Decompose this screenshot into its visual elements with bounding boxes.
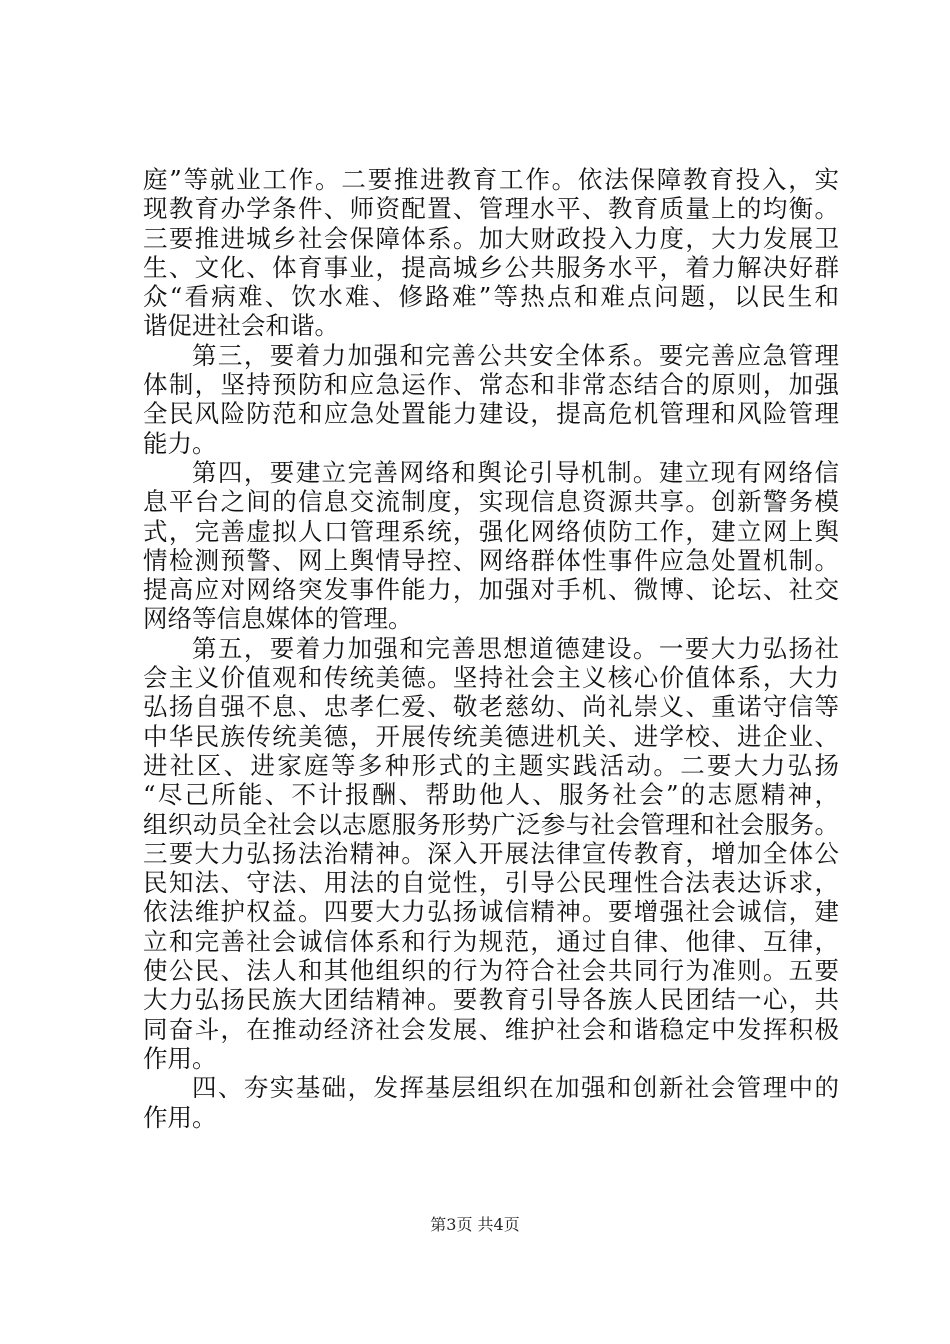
document-body bbox=[143, 165, 839, 1132]
text-line: 第五，要着力加强和完善思想道德建设。一要大力弘扬社 bbox=[192, 633, 839, 663]
text-line: 组织动员全社会以志愿服务形势广泛参与社会管理和社会服务。 bbox=[143, 809, 839, 839]
text-line: 式，完善虚拟人口管理系统，强化网络侦防工作，建立网上舆 bbox=[143, 516, 839, 546]
text-line: 第四，要建立完善网络和舆论引导机制。建立现有网络信 bbox=[192, 457, 839, 487]
text-line: 会主义价值观和传统美德。坚持社会主义核心价值体系，大力 bbox=[143, 663, 839, 693]
text-line: 情检测预警、网上舆情导控、网络群体性事件应急处置机制。 bbox=[143, 545, 839, 575]
text-line: 民知法、守法、用法的自觉性，引导公民理性合法表达诉求， bbox=[143, 868, 839, 898]
page-footer: 第3页 共4页 bbox=[430, 1215, 520, 1234]
text-line: 同奋斗，在推动经济社会发展、维护社会和谐稳定中发挥积极 bbox=[143, 1014, 839, 1044]
text-line: 使公民、法人和其他组织的行为符合社会共同行为准则。五要 bbox=[143, 956, 839, 986]
text-line: 众“看病难、饮水难、修路难”等热点和难点问题，以民生和 bbox=[143, 282, 839, 312]
text-line: “尽己所能、不计报酬、帮助他人、服务社会”的志愿精神， bbox=[143, 780, 839, 810]
text-line: 息平台之间的信息交流制度，实现信息资源共享。创新警务模 bbox=[143, 487, 839, 517]
text-line: 弘扬自强不息、忠孝仁爱、敬老慈幼、尚礼崇义、重诺守信等 bbox=[143, 692, 839, 722]
text-line: 中华民族传统美德，开展传统美德进机关、进学校、进企业、 bbox=[143, 721, 839, 751]
text-line: 第三，要着力加强和完善公共安全体系。要完善应急管理 bbox=[192, 340, 839, 370]
text-line: 三要大力弘扬法治精神。深入开展法律宣传教育，增加全体公 bbox=[143, 838, 839, 868]
text-line: 生、文化、体育事业，提高城乡公共服务水平，着力解决好群 bbox=[143, 252, 839, 282]
text-line: 三要推进城乡社会保障体系。加大财政投入力度，大力发展卫 bbox=[143, 223, 839, 253]
text-line: 网络等信息媒体的管理。 bbox=[143, 604, 413, 634]
text-line: 体制，坚持预防和应急运作、常态和非常态结合的原则，加强 bbox=[143, 370, 839, 400]
text-line: 作用。 bbox=[143, 1102, 217, 1132]
text-line: 庭”等就业工作。二要推进教育工作。依法保障教育投入，实 bbox=[143, 165, 839, 194]
text-line: 现教育办学条件、师资配置、管理水平、教育质量上的均衡。 bbox=[143, 194, 839, 224]
text-line: 提高应对网络突发事件能力，加强对手机、微博、论坛、社交 bbox=[143, 575, 839, 605]
text-line: 四、夯实基础，发挥基层组织在加强和创新社会管理中的 bbox=[192, 1073, 839, 1103]
text-line: 进社区、进家庭等多种形式的主题实践活动。二要大力弘扬 bbox=[143, 750, 839, 780]
text-line: 立和完善社会诚信体系和行为规范，通过自律、他律、互律， bbox=[143, 926, 839, 956]
text-line: 能力。 bbox=[143, 428, 217, 458]
text-line: 全民风险防范和应急处置能力建设，提高危机管理和风险管理 bbox=[143, 399, 839, 429]
text-line: 依法维护权益。四要大力弘扬诚信精神。要增强社会诚信，建 bbox=[143, 897, 839, 927]
text-line: 作用。 bbox=[143, 1043, 217, 1073]
text-line: 大力弘扬民族大团结精神。要教育引导各族人民团结一心，共 bbox=[143, 985, 839, 1015]
text-line: 谐促进社会和谐。 bbox=[143, 311, 339, 341]
